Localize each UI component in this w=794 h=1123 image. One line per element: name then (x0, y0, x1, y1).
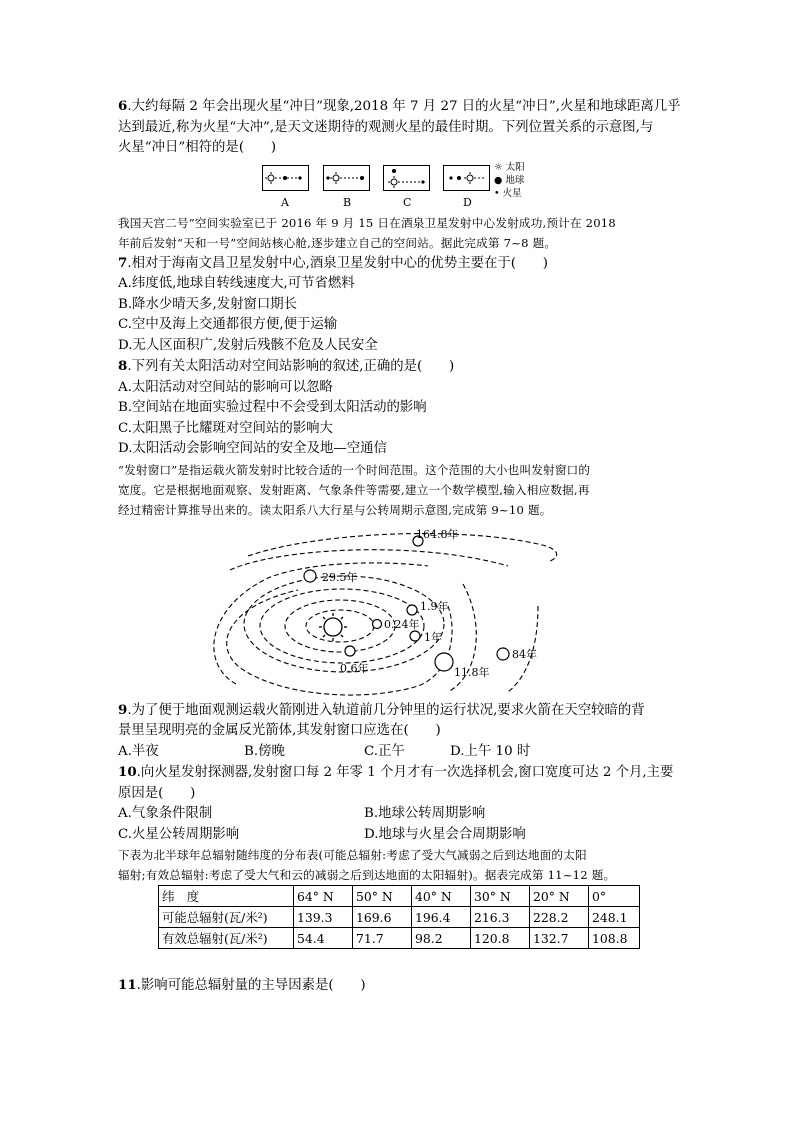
q7-stem (118, 253, 678, 275)
q6-line-1 (118, 96, 681, 118)
earth-dot (457, 176, 461, 180)
mars-dot (298, 176, 301, 179)
q8-number: 8 (118, 358, 128, 374)
table-cell: 有效总辐射(瓦/米²) (159, 928, 294, 949)
diagram-c-svg (384, 166, 429, 190)
q8-option-b: B.空间站在地面实验过程中不会受到太阳活动的影响 (118, 400, 427, 415)
table-header-cell: 30° N (471, 886, 530, 907)
q11-number: 11 (118, 977, 137, 993)
orbit-diagram (118, 526, 678, 696)
q10-option-c: C.火星公转周期影响 (118, 826, 240, 842)
orbit-neptune (248, 533, 557, 561)
q7-option-c: C.空中及海上交通都很方便,便于运输 (118, 317, 338, 332)
q11-stem (118, 975, 678, 997)
option-d-label: D (463, 195, 472, 209)
label-1: 1年 (424, 630, 442, 644)
legend-sun-label: 太阳 (505, 161, 525, 173)
table-cell: 248.1 (589, 907, 640, 928)
passage-1-line-1: 我国天宫二号”空间实验室已于 2016 年 9 月 15 日在酒泉卫星发射中心发射成功,预计在 2018 (118, 215, 616, 230)
planet-mercury (373, 619, 382, 628)
q8-stem (118, 356, 678, 378)
q10-options-row-2 (118, 825, 678, 846)
legend-earth (494, 174, 525, 187)
q8-option-a: A.太阳活动对空间站的影响可以忽略 (118, 379, 333, 395)
legend-sun (494, 161, 525, 174)
label-164-8: 164.8年 (416, 527, 459, 541)
solar-system-figure (118, 526, 678, 696)
q10-number: 10 (118, 764, 137, 780)
planet-jupiter (435, 653, 453, 671)
q6-number: 6 (118, 98, 128, 114)
table-header-cell: 20° N (530, 886, 589, 907)
q9-number: 9 (118, 701, 128, 718)
table-cell: 216.3 (471, 907, 530, 928)
table-cell: 196.4 (412, 907, 471, 928)
q10-line-2: 原因是( ) (118, 785, 196, 801)
mars-dot (326, 176, 329, 179)
table-cell: 169.6 (353, 907, 412, 928)
table-cell: 132.7 (530, 928, 589, 949)
q6-line-2: 达到最近,称为火星“大冲”,是天文迷期待的观测火星的最佳时期。下列位置关系的示意图,与 (118, 119, 654, 135)
label-0-24: 0.24年 (384, 617, 420, 631)
q7-option-a: A.纬度低,地球自转线速度大,可节省燃料 (118, 276, 355, 291)
table-cell: 98.2 (412, 928, 471, 949)
table-row (159, 907, 640, 928)
planet-saturn (304, 570, 316, 582)
planet-uranus (497, 648, 509, 660)
table-header-cell: 50° N (353, 886, 412, 907)
planet-mars (407, 605, 417, 615)
radiation-table (158, 885, 640, 949)
q9-text-1: .为了便于地面观测运载火箭刚进入轨道前几分钟里的运行状况,要求火箭在天空较暗的背 (127, 702, 645, 718)
table-cell: 228.2 (530, 907, 589, 928)
table-header-cell: 纬 度 (159, 886, 294, 907)
table-cell: 120.8 (471, 928, 530, 949)
q9-option-d: D.上午 10 时 (450, 743, 531, 759)
q6-line-3: 火星“冲日”相符的是( ) (118, 140, 277, 155)
table-header-cell: 40° N (412, 886, 471, 907)
label-29-5: 29.5年 (322, 570, 358, 584)
passage-3-line-1: 下表为北半球年总辐射随纬度的分布表(可能总辐射:考虑了受大气减弱之后到达地面的太阳 (118, 848, 587, 862)
passage-3-line-2: 辐射;有效总辐射:考虑了受大气和云的减弱之后到达地面的太阳辐射)。据表完成第 11~12 题。 (118, 868, 616, 882)
earth-icon: ● (494, 174, 503, 186)
q10-options-row-1 (118, 804, 678, 825)
q9-option-a: A.半夜 (118, 743, 159, 759)
option-a-label: A (281, 195, 289, 209)
table-header-cell: 64° N (294, 886, 353, 907)
orbit-paths (214, 533, 557, 695)
mars-dot (421, 180, 424, 183)
option-b-diagram (323, 165, 370, 191)
q8-option-c: C.太阳黑子比耀斑对空间站的影响大 (118, 420, 333, 436)
q7-stem-text: .相对于海南文昌卫星发射中心,酒泉卫星发射中心的优势主要在于( ) (127, 255, 549, 271)
q9-options (118, 742, 678, 763)
option-a-diagram (262, 165, 309, 191)
sun-icon: ☼ (494, 161, 503, 173)
option-c-label: C (403, 195, 412, 209)
table-header-row (159, 886, 640, 907)
q10-text-1: .向火星发射探测器,发射窗口每 2 年零 1 个月才有一次选择机会,窗口宽度可达 2 个月,主要 (136, 765, 674, 780)
diagram-a-svg (263, 166, 308, 190)
planet-venus (345, 646, 355, 656)
label-11-8: 11.8年 (454, 665, 490, 679)
q9-line-2: 景里呈现明亮的金属反光箭体,其发射窗口应选在( ) (118, 723, 441, 738)
legend-mars (494, 187, 525, 200)
option-c-diagram (383, 165, 430, 191)
passage-2-line-1: “发射窗口”是指运载火箭发射时比较合适的一个时间范围。这个范围的大小也叫发射窗口的 (118, 462, 591, 477)
q9-option-c: C.正午 (364, 743, 405, 759)
q7-number: 7 (118, 254, 128, 271)
mars-dot (449, 176, 452, 179)
q7-option-d: D.无人区面积广,发射后残骸不危及人民安全 (118, 337, 378, 353)
table-cell: 54.4 (294, 928, 353, 949)
table-cell: 139.3 (294, 907, 353, 928)
passage-2-line-3: 经过精密计算推导出来的。读太阳系八大行星与公转周期示意图,完成第 9~10 题。 (118, 502, 552, 517)
mars-icon: • (494, 187, 500, 199)
orbit-mercury (306, 610, 374, 642)
legend-earth-label: 地球 (505, 174, 525, 186)
q11-stem-text: .影响可能总辐射量的主导因素是( ) (136, 978, 366, 993)
table-header-cell: 0° (589, 886, 640, 907)
q10-option-a: A.气象条件限制 (118, 806, 213, 821)
earth-dot (392, 169, 396, 173)
diagram-d-svg (444, 166, 489, 190)
q9-line-1 (118, 700, 678, 722)
legend-mars-label: 火星 (502, 187, 522, 199)
label-0-6: 0.6年 (340, 661, 369, 675)
label-1-9: 1.9年 (420, 599, 449, 613)
q9-option-b: B.傍晚 (244, 743, 285, 759)
planet-earth (410, 631, 420, 641)
q7-option-b: B.降水少晴天多,发射窗口期长 (118, 296, 298, 312)
option-b-label: B (343, 195, 352, 209)
q8-stem-text: .下列有关太阳活动对空间站影响的叙述,正确的是( ) (127, 359, 455, 374)
sun-icon (319, 613, 347, 641)
q10-option-d: D.地球与火星会合周期影响 (364, 826, 526, 842)
q8-option-d: D.太阳活动会影响空间站的安全及地—空通信 (118, 441, 387, 456)
earth-dot (360, 176, 364, 180)
q10-option-b: B.地球公转周期影响 (364, 806, 486, 821)
diagram-b-svg (324, 166, 369, 190)
table-cell: 71.7 (353, 928, 412, 949)
table-row (159, 928, 640, 949)
exam-page (118, 96, 681, 997)
table-cell: 可能总辐射(瓦/米²) (159, 907, 294, 928)
q6-legend (494, 161, 525, 200)
q6-figure (118, 163, 678, 211)
label-84: 84年 (512, 647, 537, 661)
earth-dot (283, 176, 287, 180)
q10-line-1 (118, 762, 678, 784)
passage-2-line-2: 宽度。它是根据地面观察、发射距离、气象条件等需要,建立一个数学模型,输入相应数据,再 (118, 482, 590, 497)
option-d-diagram (443, 165, 490, 191)
table-cell: 108.8 (589, 928, 640, 949)
passage-1-line-2: 年前后发射“天和一号”空间站核心舱,逐步建立自己的空间站。据此完成第 7~8 题。 (118, 235, 557, 250)
q6-text-1: .大约每隔 2 年会出现火星“冲日”现象,2018 年 7 月 27 日的火星“冲日”,火星和地球距离几乎 (127, 99, 681, 114)
